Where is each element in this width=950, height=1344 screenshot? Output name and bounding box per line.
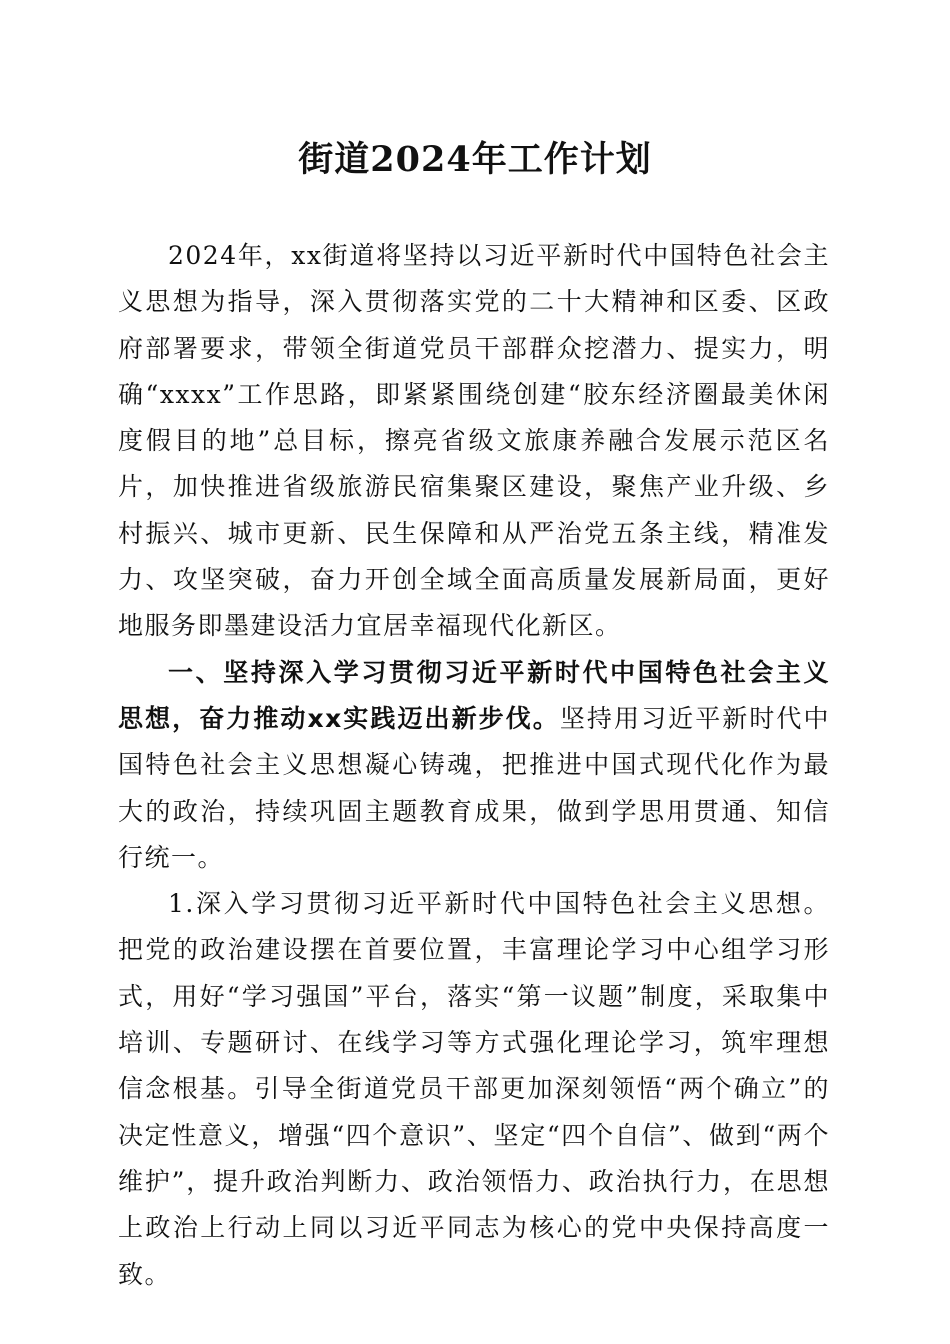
intro-paragraph: 2024年，xx街道将坚持以习近平新时代中国特色社会主义思想为指导，深入贯彻落实党的二十大精神和区委、区政府部署要求，带领全街道党员干部群众挖潜力、提实力，明确“xxxx”工作思路，即紧紧围绕创建“胶东经济圈最美休闲度假目的地”总目标，擦亮省级文旅康养融合发展示范区名片，加快推进省级旅游民宿集聚区建设，聚焦产业升级、乡村振兴、城市更新、民生保障和从严治党五条主线，精准发力、攻坚突破，奋力开创全域全面高质量发展新局面，更好地服务即墨建设活力宜居幸福现代化新区。 bbox=[118, 241, 830, 641]
document-title: 街道2024年工作计划 bbox=[298, 139, 652, 180]
document-body bbox=[118, 233, 830, 1298]
section-one-text: 坚持用习近平新时代中国特色社会主义思想凝心铸魂，把推进中国式现代化作为最大的政治，持续巩固主题教育成果，做到学思用贯通、知信行统一。 bbox=[118, 703, 830, 872]
section-one-heading: 一、坚持深入学习贯彻习近平新时代中国特色社会主义思想，奋力推动xx实践迈出新步伐。 bbox=[118, 657, 830, 733]
item-one-paragraph: 1.深入学习贯彻习近平新时代中国特色社会主义思想。把党的政治建设摆在首要位置，丰富理论学习中心组学习形式，用好“学习强国”平台，落实“第一议题”制度，采取集中培训、专题研讨、在线学习等方式强化理论学习，筑牢理想信念根基。引导全街道党员干部更加深刻领悟“两个确立”的决定性意义，增强“四个意识”、坚定“四个自信”、做到“两个维护”，提升政治判断力、政治领悟力、政治执行力，在思想上政治上行动上同以习近平同志为核心的党中央保持高度一致。 bbox=[118, 889, 830, 1289]
section-one-paragraph bbox=[118, 650, 830, 881]
